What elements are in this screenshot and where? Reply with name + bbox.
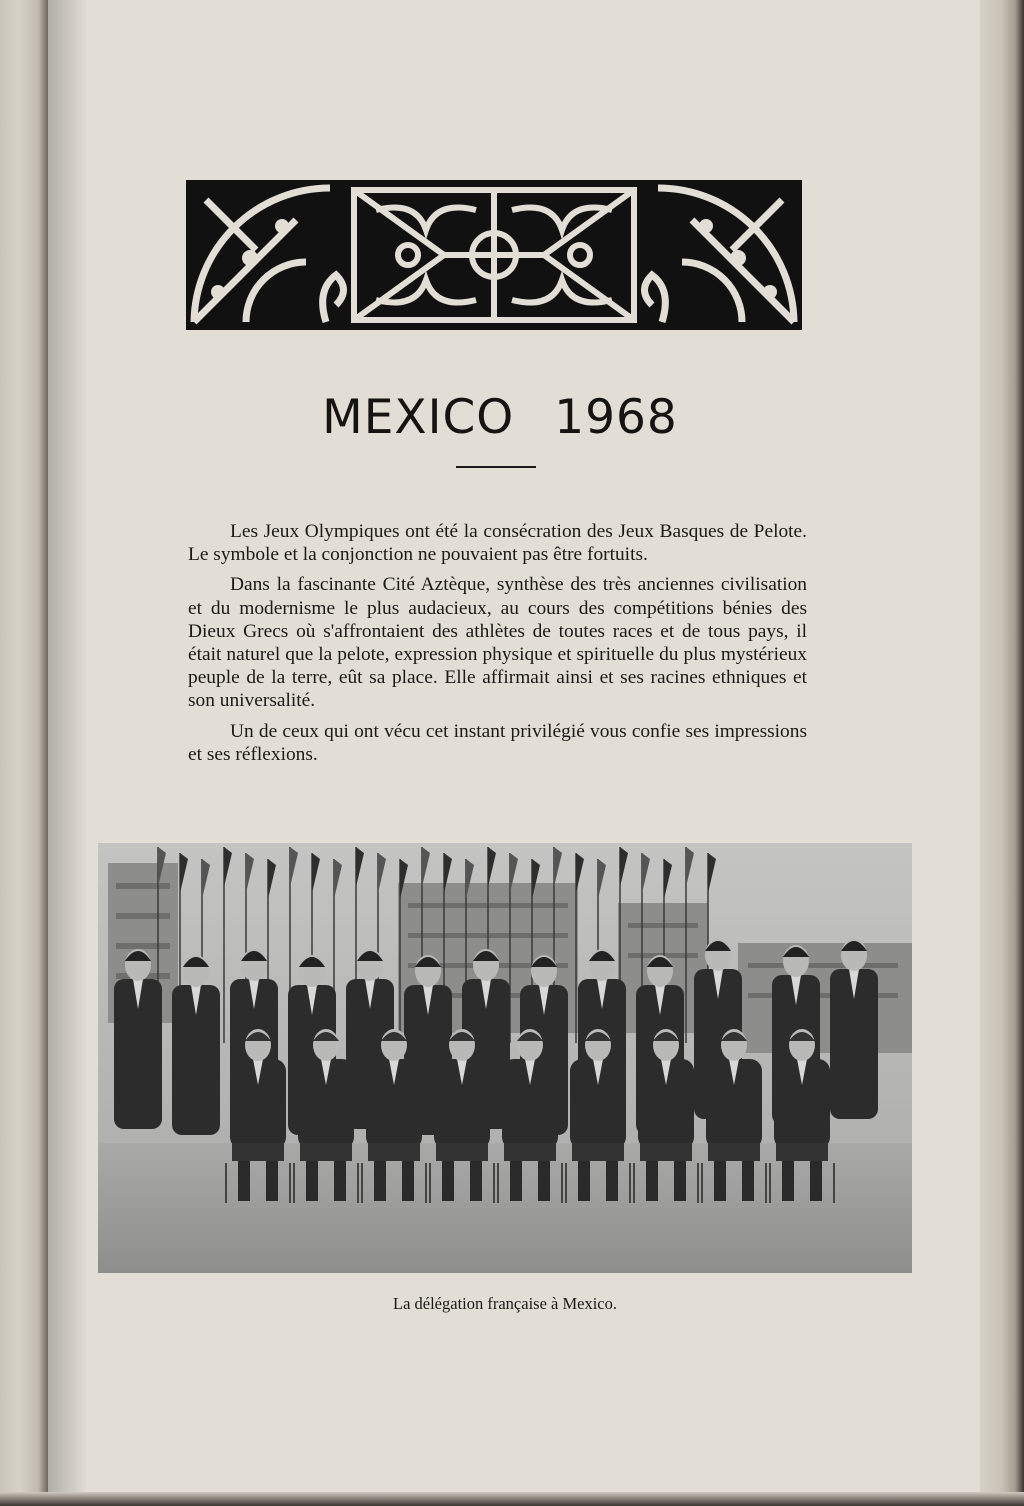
page-title: MEXICO 1968 bbox=[322, 390, 678, 445]
delegation-photo bbox=[98, 843, 912, 1273]
aztec-ornament-band bbox=[186, 180, 802, 330]
page-bottom-edge bbox=[0, 1492, 1024, 1506]
paragraph-3: Un de ceux qui ont vécu cet instant privilégié vous confie ses impressions et ses réflexions. bbox=[188, 720, 807, 765]
page-right-edge bbox=[980, 0, 1024, 1506]
title-underline bbox=[456, 466, 536, 468]
facing-page-edge bbox=[0, 0, 48, 1506]
paragraph-1: Les Jeux Olympiques ont été la consécration des Jeux Basques de Pelote. Le symbole et la conjonction ne pouvaient pas être fortuits. bbox=[188, 521, 807, 566]
paragraph-2: Dans la fascinante Cité Aztèque, synthèse des très anciennes civilisation et du modernisme le plus audacieux, au cours des compétitions bénies des Dieux Grecs où s'affrontaient des athlètes de toutes races et de tous pays, il était naturel que la pelote, expression physique et spirituelle du plus mystérieux peuple de la terre, eût sa place. Elle affirmait ainsi et ses racines ethniques et son universalité. bbox=[188, 574, 807, 712]
gutter-shadow bbox=[48, 0, 88, 1506]
photo-caption: La délégation française à Mexico. bbox=[392, 1294, 617, 1313]
article-body bbox=[188, 520, 807, 773]
ornament-center-panel bbox=[354, 190, 634, 320]
ornament-dot bbox=[242, 250, 258, 266]
